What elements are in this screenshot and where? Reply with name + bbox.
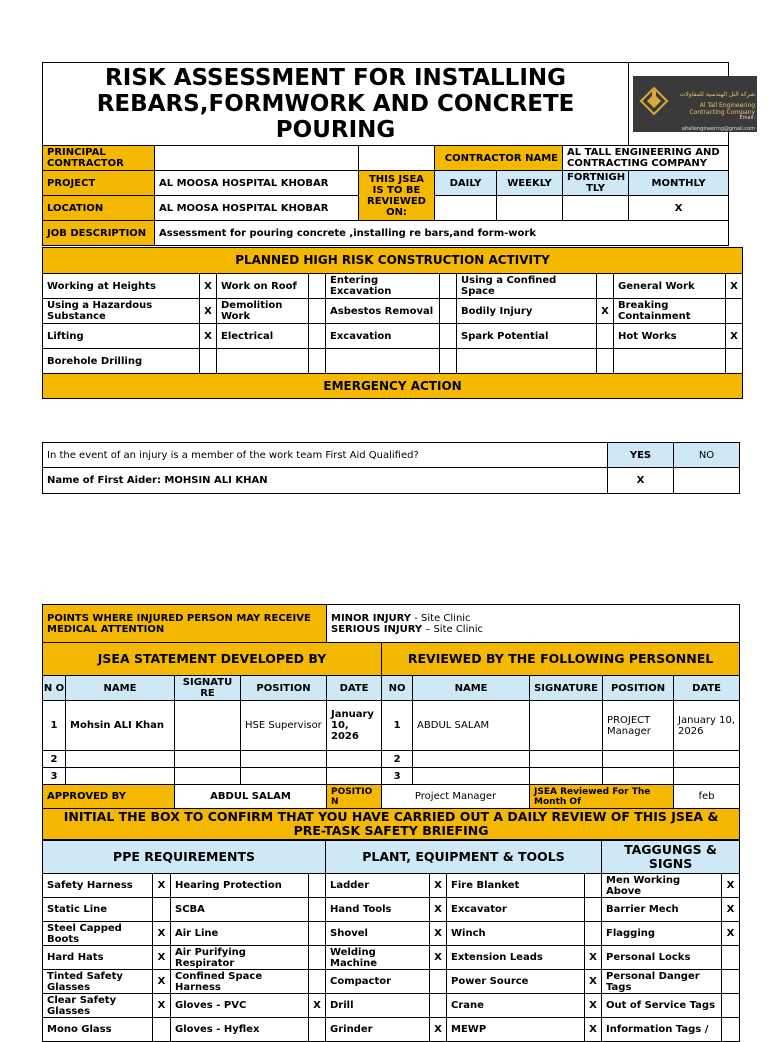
jsea-cell-date: January 10, 2026 bbox=[327, 701, 382, 751]
plant-equipment-title: PLANT, EQUIPMENT & TOOLS bbox=[326, 841, 602, 874]
activity-mark bbox=[309, 324, 326, 349]
first-aider-name: Name of First Aider: MOHSIN ALI KHAN bbox=[43, 468, 608, 494]
company-logo bbox=[629, 63, 756, 146]
equipment-label: SCBA bbox=[171, 898, 309, 922]
col-name2-header: NAME bbox=[413, 676, 530, 701]
approved-by-value: ABDUL SALAM bbox=[175, 785, 327, 809]
equipment-mark bbox=[309, 970, 326, 994]
first-aid-table bbox=[42, 442, 740, 494]
jsea-cell-name2: ABDUL SALAM bbox=[413, 701, 530, 751]
project-label: PROJECT bbox=[43, 171, 155, 196]
monthly-label: MONTHLY bbox=[629, 171, 729, 196]
equipment-mark: X bbox=[153, 922, 171, 946]
activity-label: Spark Potential bbox=[457, 324, 597, 349]
contractor-name-label: CONTRACTOR NAME bbox=[435, 146, 563, 171]
jsea-cell-date2: January 10, 2026 bbox=[674, 701, 740, 751]
equipment-mark bbox=[309, 874, 326, 898]
activity-label: Using a Hazardous Substance bbox=[43, 299, 200, 324]
col-signature-header: SIGNATU RE bbox=[175, 676, 241, 701]
equipment-mark: X bbox=[153, 970, 171, 994]
activity-label: Breaking Containment bbox=[614, 299, 726, 324]
equipment-label: Compactor bbox=[326, 970, 430, 994]
equipment-mark bbox=[430, 994, 447, 1018]
location-label: LOCATION bbox=[43, 196, 155, 221]
activity-label: Borehole Drilling bbox=[43, 349, 200, 374]
jsea-cell-date bbox=[327, 751, 382, 768]
page-title: RISK ASSESSMENT FOR INSTALLING REBARS,FORMWORK AND CONCRETE POURING bbox=[43, 63, 629, 146]
equipment-mark bbox=[722, 994, 740, 1018]
equipment-mark: X bbox=[430, 946, 447, 970]
jsea-cell-position bbox=[241, 751, 327, 768]
equipment-mark bbox=[153, 898, 171, 922]
emergency-action-title: EMERGENCY ACTION bbox=[43, 374, 743, 399]
equipment-label: Confined Space Harness bbox=[171, 970, 309, 994]
jsea-cell-sign2 bbox=[530, 751, 603, 768]
equipment-mark: X bbox=[430, 874, 447, 898]
activity-mark bbox=[597, 349, 614, 374]
activity-label bbox=[217, 349, 309, 374]
equipment-mark: X bbox=[430, 1018, 447, 1042]
equipment-mark bbox=[585, 898, 602, 922]
medical-table bbox=[42, 604, 740, 643]
equipment-mark: X bbox=[153, 994, 171, 1018]
activity-label bbox=[326, 349, 440, 374]
activity-label: Working at Heights bbox=[43, 274, 200, 299]
jsea-developed-title: JSEA STATEMENT DEVELOPED BY bbox=[43, 643, 382, 676]
equipment-label: Barrier Mech bbox=[602, 898, 722, 922]
equipment-label: Welding Machine bbox=[326, 946, 430, 970]
medical-points-label: POINTS WHERE INJURED PERSON MAY RECEIVE MEDICAL ATTENTION bbox=[43, 605, 327, 643]
equipment-label: Safety Harness bbox=[43, 874, 153, 898]
jsea-cell-position bbox=[241, 768, 327, 785]
equipment-mark bbox=[153, 1018, 171, 1042]
daily-label: DAILY bbox=[435, 171, 497, 196]
equipment-mark: X bbox=[430, 898, 447, 922]
equipment-label: Air Line bbox=[171, 922, 309, 946]
equipment-mark bbox=[309, 946, 326, 970]
col-no2-header: NO bbox=[382, 676, 413, 701]
equipment-label: Out of Service Tags bbox=[602, 994, 722, 1018]
equipment-mark: X bbox=[585, 946, 602, 970]
minor-injury-value: - Site Clinic bbox=[411, 612, 471, 624]
equipment-mark: X bbox=[309, 994, 326, 1018]
position-label: POSITIO N bbox=[327, 785, 382, 809]
activity-mark bbox=[440, 324, 457, 349]
activity-label: Using a Confined Space bbox=[457, 274, 597, 299]
equipment-label: Clear Safety Glasses bbox=[43, 994, 153, 1018]
activity-mark bbox=[309, 299, 326, 324]
monthly-mark: X bbox=[629, 196, 729, 221]
equipment-label: Air Purifying Respirator bbox=[171, 946, 309, 970]
header-table bbox=[42, 62, 756, 246]
equipment-mark bbox=[585, 874, 602, 898]
col-name-header: NAME bbox=[66, 676, 175, 701]
first-aid-yes-label: YES bbox=[608, 443, 674, 468]
jsea-cell-name2 bbox=[413, 768, 530, 785]
activity-label: General Work bbox=[614, 274, 726, 299]
col-position-header: POSITION bbox=[241, 676, 327, 701]
jsea-reviewed-title: REVIEWED BY THE FOLLOWING PERSONNEL bbox=[382, 643, 740, 676]
col-date-header: DATE bbox=[327, 676, 382, 701]
activity-mark: X bbox=[200, 324, 217, 349]
equipment-label: Winch bbox=[447, 922, 585, 946]
equipment-label: Mono Glass bbox=[43, 1018, 153, 1042]
activity-label: Work on Roof bbox=[217, 274, 309, 299]
project-value: AL MOOSA HOSPITAL KHOBAR bbox=[155, 171, 359, 196]
activity-label: Asbestos Removal bbox=[326, 299, 440, 324]
equipment-mark: X bbox=[585, 1018, 602, 1042]
activity-mark bbox=[597, 274, 614, 299]
activity-mark bbox=[440, 349, 457, 374]
col-no-header: N O bbox=[43, 676, 66, 701]
reviewed-month-label: JSEA Reviewed For The Month Of bbox=[530, 785, 674, 809]
logo-arabic-text: شركة التل الهندسية للمقاولات bbox=[679, 91, 756, 98]
jsea-cell-date2 bbox=[674, 751, 740, 768]
first-aid-question: In the event of an injury is a member of the work team First Aid Qualified? bbox=[43, 443, 608, 468]
jsea-cell-name: Mohsin ALI Khan bbox=[66, 701, 175, 751]
activity-mark bbox=[726, 349, 743, 374]
jsea-cell-sign bbox=[175, 701, 241, 751]
job-description-value: Assessment for pouring concrete ,installing re bars,and form-work bbox=[155, 221, 729, 246]
equipment-mark bbox=[585, 922, 602, 946]
location-value: AL MOOSA HOSPITAL KHOBAR bbox=[155, 196, 359, 221]
weekly-label: WEEKLY bbox=[497, 171, 563, 196]
jsea-review-label: THIS JSEA IS TO BE REVIEWED ON: bbox=[359, 171, 435, 221]
first-aid-no-label: NO bbox=[674, 443, 740, 468]
equipment-mark: X bbox=[153, 946, 171, 970]
equipment-label: Gloves - PVC bbox=[171, 994, 309, 1018]
activity-table bbox=[42, 247, 743, 399]
equipment-mark bbox=[309, 1018, 326, 1042]
activity-mark: X bbox=[200, 274, 217, 299]
activity-mark: X bbox=[726, 324, 743, 349]
col-date2-header: DATE bbox=[674, 676, 740, 701]
equipment-mark bbox=[309, 922, 326, 946]
jsea-cell-sign bbox=[175, 751, 241, 768]
serious-injury-label: SERIOUS INJURY bbox=[331, 623, 423, 635]
jsea-cell-no2: 2 bbox=[382, 751, 413, 768]
activity-mark: X bbox=[200, 299, 217, 324]
jsea-cell-sign2 bbox=[530, 701, 603, 751]
position-value: Project Manager bbox=[382, 785, 530, 809]
reviewed-month-value: feb bbox=[674, 785, 740, 809]
activity-title: PLANNED HIGH RISK CONSTRUCTION ACTIVITY bbox=[43, 248, 743, 274]
equipment-mark: X bbox=[722, 898, 740, 922]
logo-email-text: Email: altallengineering@gmail.com bbox=[681, 115, 756, 132]
principal-contractor-value bbox=[155, 146, 359, 171]
approved-by-label: APPROVED BY bbox=[43, 785, 175, 809]
equipment-label: Tinted Safety Glasses bbox=[43, 970, 153, 994]
equipment-mark bbox=[309, 898, 326, 922]
equipment-label: Personal Danger Tags bbox=[602, 970, 722, 994]
contractor-name-value: AL TALL ENGINEERING AND CONTRACTING COMPANY bbox=[563, 146, 729, 171]
activity-mark bbox=[726, 299, 743, 324]
jsea-cell-date2 bbox=[674, 768, 740, 785]
first-aid-yes-mark: X bbox=[608, 468, 674, 494]
equipment-mark: X bbox=[153, 874, 171, 898]
equipment-table bbox=[42, 840, 740, 1042]
jsea-cell-name2 bbox=[413, 751, 530, 768]
equipment-mark: X bbox=[430, 922, 447, 946]
activity-label bbox=[457, 349, 597, 374]
equipment-label: Flagging bbox=[602, 922, 722, 946]
initial-box-instruction: INITIAL THE BOX TO CONFIRM THAT YOU HAVE CARRIED OUT A DAILY REVIEW OF THIS JSEA & PRE-TASK SAFETY BRIEFING bbox=[43, 809, 740, 840]
activity-mark bbox=[440, 299, 457, 324]
logo-english-text: Al Tall Engineering Contracting Company bbox=[689, 102, 756, 116]
equipment-mark: X bbox=[585, 994, 602, 1018]
jsea-table bbox=[42, 642, 740, 840]
activity-label bbox=[614, 349, 726, 374]
equipment-mark bbox=[722, 1018, 740, 1042]
fortnightly-label: FORTNIGH TLY bbox=[563, 171, 629, 196]
equipment-label: Information Tags / bbox=[602, 1018, 722, 1042]
activity-mark bbox=[440, 274, 457, 299]
jsea-cell-position2 bbox=[603, 751, 674, 768]
jsea-cell-no: 2 bbox=[43, 751, 66, 768]
equipment-label: Static Line bbox=[43, 898, 153, 922]
jsea-cell-no2: 3 bbox=[382, 768, 413, 785]
principal-contractor-label: PRINCIPAL CONTRACTOR bbox=[43, 146, 155, 171]
equipment-label: Gloves - Hyflex bbox=[171, 1018, 309, 1042]
activity-mark bbox=[309, 274, 326, 299]
jsea-cell-no2: 1 bbox=[382, 701, 413, 751]
activity-label: Lifting bbox=[43, 324, 200, 349]
equipment-label: Steel Capped Boots bbox=[43, 922, 153, 946]
jsea-cell-position: HSE Supervisor bbox=[241, 701, 327, 751]
activity-mark bbox=[200, 349, 217, 374]
jsea-cell-name bbox=[66, 768, 175, 785]
col-position2-header: POSITION bbox=[603, 676, 674, 701]
ppe-requirements-title: PPE REQUIREMENTS bbox=[43, 841, 326, 874]
activity-label: Excavation bbox=[326, 324, 440, 349]
equipment-label: Grinder bbox=[326, 1018, 430, 1042]
activity-label: Electrical bbox=[217, 324, 309, 349]
activity-label: Bodily Injury bbox=[457, 299, 597, 324]
activity-label: Hot Works bbox=[614, 324, 726, 349]
jsea-cell-no: 1 bbox=[43, 701, 66, 751]
equipment-mark: X bbox=[585, 970, 602, 994]
equipment-mark bbox=[722, 970, 740, 994]
jsea-cell-name bbox=[66, 751, 175, 768]
jsea-cell-position2 bbox=[603, 768, 674, 785]
serious-injury-value: – Site Clinic bbox=[422, 623, 483, 635]
equipment-mark bbox=[722, 946, 740, 970]
activity-label: Entering Excavation bbox=[326, 274, 440, 299]
job-description-label: JOB DESCRIPTION bbox=[43, 221, 155, 246]
equipment-label: Hard Hats bbox=[43, 946, 153, 970]
jsea-cell-no: 3 bbox=[43, 768, 66, 785]
activity-label: Demolition Work bbox=[217, 299, 309, 324]
jsea-cell-date bbox=[327, 768, 382, 785]
jsea-cell-sign bbox=[175, 768, 241, 785]
jsea-cell-position2: PROJECT Manager bbox=[603, 701, 674, 751]
minor-injury-label: MINOR INJURY bbox=[331, 612, 412, 624]
equipment-label: Excavator bbox=[447, 898, 585, 922]
activity-mark: X bbox=[597, 299, 614, 324]
equipment-mark bbox=[430, 970, 447, 994]
equipment-mark: X bbox=[722, 922, 740, 946]
equipment-label: Extension Leads bbox=[447, 946, 585, 970]
first-aid-no-mark bbox=[674, 468, 740, 494]
equipment-label: MEWP bbox=[447, 1018, 585, 1042]
activity-mark: X bbox=[726, 274, 743, 299]
equipment-mark: X bbox=[722, 874, 740, 898]
activity-mark bbox=[597, 324, 614, 349]
jsea-cell-sign2 bbox=[530, 768, 603, 785]
equipment-label: Drill bbox=[326, 994, 430, 1018]
equipment-label: Ladder bbox=[326, 874, 430, 898]
activity-mark bbox=[309, 349, 326, 374]
equipment-label: Men Working Above bbox=[602, 874, 722, 898]
equipment-label: Fire Blanket bbox=[447, 874, 585, 898]
equipment-label: Power Source bbox=[447, 970, 585, 994]
equipment-label: Personal Locks bbox=[602, 946, 722, 970]
equipment-label: Hearing Protection bbox=[171, 874, 309, 898]
company-emblem-icon bbox=[639, 86, 669, 116]
equipment-label: Crane bbox=[447, 994, 585, 1018]
equipment-label: Hand Tools bbox=[326, 898, 430, 922]
col-signature2-header: SIGNATURE bbox=[530, 676, 603, 701]
tags-signs-title: TAGGUNGS & SIGNS bbox=[602, 841, 740, 874]
equipment-label: Shovel bbox=[326, 922, 430, 946]
